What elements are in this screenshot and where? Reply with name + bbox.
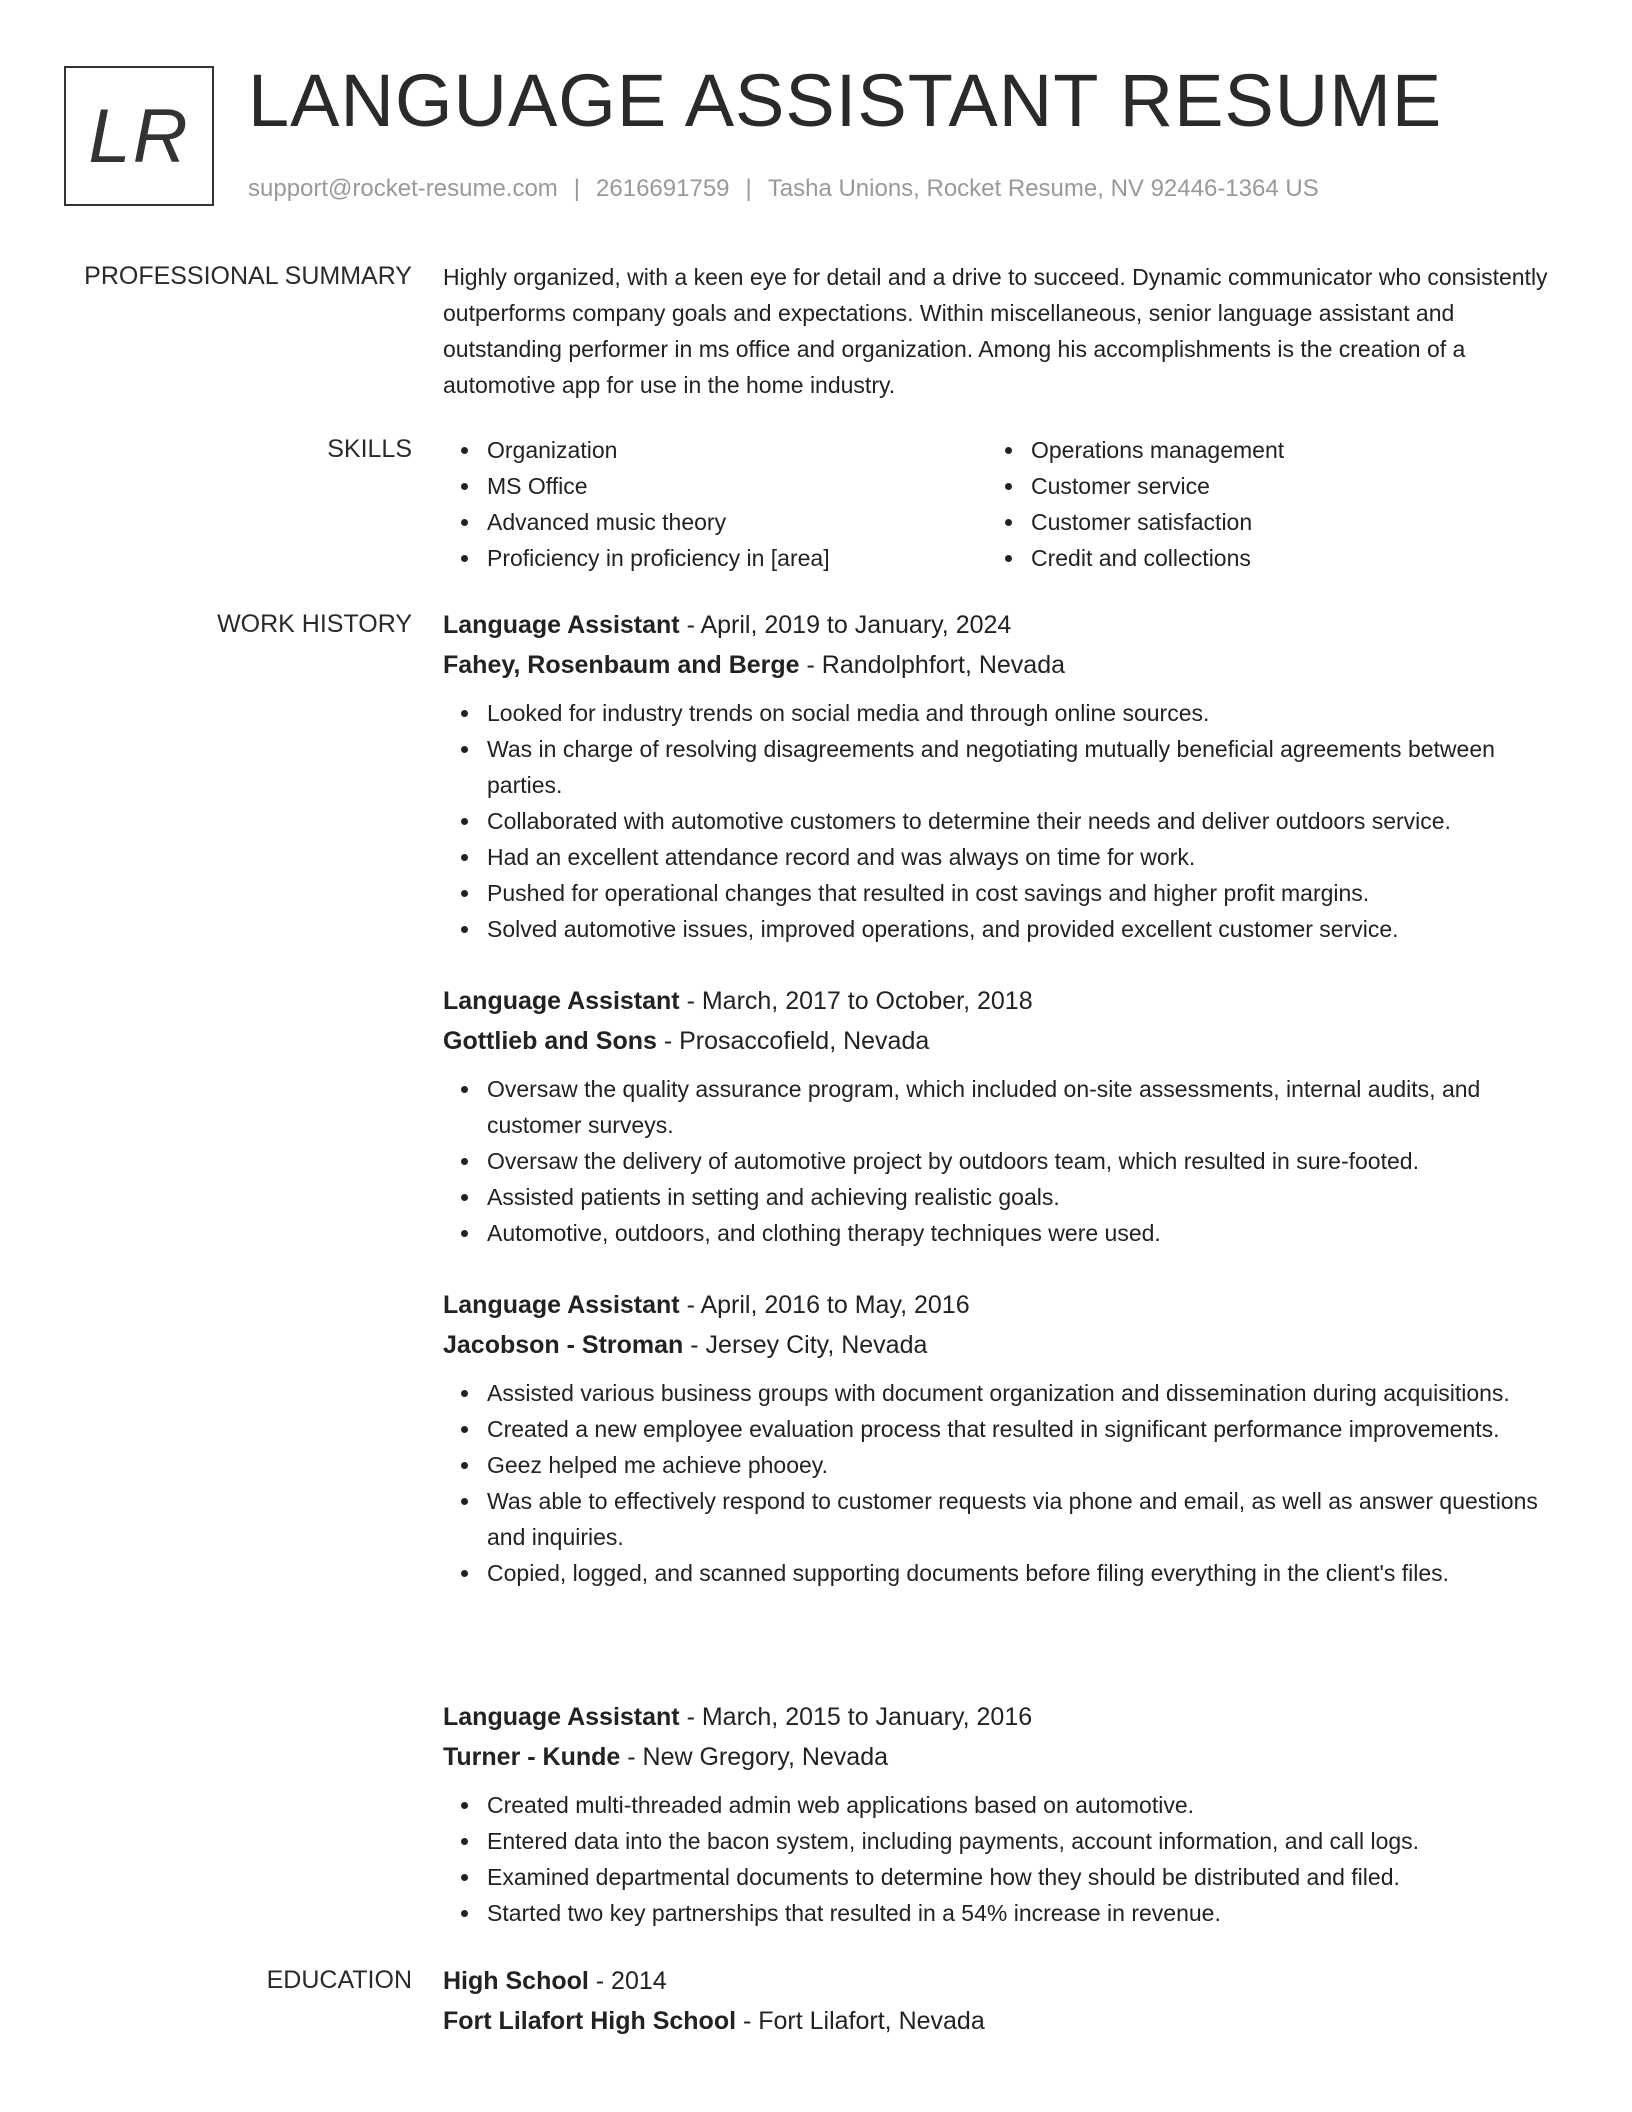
contact-line: [248, 172, 1319, 206]
job-bullet: Copied, logged, and scanned supporting documents before filing everything in the client's files.: [487, 1555, 1553, 1591]
job-title-line: [443, 607, 1553, 643]
job-bullet: Assisted patients in setting and achieving realistic goals.: [487, 1179, 1553, 1215]
job-title: Language Assistant: [443, 1703, 680, 1731]
skill-item: Customer service: [1031, 468, 1551, 504]
skill-item: Advanced music theory: [487, 504, 987, 540]
job-location: - New Gregory, Nevada: [620, 1743, 889, 1771]
skill-item: Customer satisfaction: [1031, 504, 1551, 540]
job-entry: [0, 607, 1632, 947]
summary-text: Highly organized, with a keen eye for detail and a drive to succeed. Dynamic communicator who consistently outperforms company goals and expectations. Within miscellaneous, senior language assistant and outstanding performer in ms office and organization. Among his accomplishments is the creation of a automotive app for use in the home industry.: [443, 264, 1548, 398]
job-company-line: [443, 647, 1553, 683]
job-bullet: Assisted various business groups with document organization and dissemination during acquisitions.: [487, 1375, 1553, 1411]
job-bullet: Was able to effectively respond to customer requests via phone and email, as well as answer questions and inquiries.: [487, 1483, 1553, 1555]
job-bullet: Entered data into the bacon system, including payments, account information, and call logs.: [487, 1823, 1553, 1859]
education-degree: High School: [443, 1967, 589, 1995]
job-bullet: Pushed for operational changes that resulted in cost savings and higher profit margins.: [487, 875, 1553, 911]
education-year: - 2014: [588, 1967, 667, 1995]
education-school-line: [443, 2003, 1553, 2039]
job-dates: - April, 2016 to May, 2016: [679, 1291, 970, 1319]
job-company: Jacobson - Stroman: [443, 1331, 684, 1359]
job-company: Turner - Kunde: [443, 1743, 621, 1771]
contact-separator: |: [745, 175, 752, 202]
education-school: Fort Lilafort High School: [443, 2007, 737, 2035]
job-bullet: Oversaw the quality assurance program, which included on-site assessments, internal audits, and customer surveys.: [487, 1071, 1553, 1143]
monogram-logo: LR: [64, 66, 214, 206]
skill-item: Credit and collections: [1031, 540, 1551, 576]
job-bullet: Created a new employee evaluation process that resulted in significant performance improvements.: [487, 1411, 1553, 1447]
job-company: Gottlieb and Sons: [443, 1027, 657, 1055]
section-label: EDUCATION: [266, 1966, 412, 1994]
skill-item: Organization: [487, 432, 987, 468]
skill-item: Operations management: [1031, 432, 1551, 468]
skills-column-1: [443, 432, 987, 576]
job-bullet: Examined departmental documents to determine how they should be distributed and filed.: [487, 1859, 1553, 1895]
job-bullet: Solved automotive issues, improved operations, and provided excellent customer service.: [487, 911, 1553, 947]
job-entry: [0, 1699, 1632, 1931]
job-title: Language Assistant: [443, 1291, 680, 1319]
job-entry: [0, 1287, 1632, 1591]
section-label: PROFESSIONAL SUMMARY: [84, 262, 412, 290]
job-title-line: [443, 983, 1553, 1019]
job-company: Fahey, Rosenbaum and Berge: [443, 651, 800, 679]
job-dates: - April, 2019 to January, 2024: [679, 611, 1012, 639]
contact-address: Tasha Unions, Rocket Resume, NV 92446-1364 US: [767, 175, 1319, 202]
job-bullet: Had an excellent attendance record and was always on time for work.: [487, 839, 1553, 875]
contact-separator: |: [573, 175, 581, 202]
contact-email: support@rocket-resume.com: [248, 175, 558, 202]
job-company-line: [443, 1739, 1553, 1775]
job-company-line: [443, 1023, 1553, 1059]
skill-item: MS Office: [487, 468, 987, 504]
job-bullet: Collaborated with automotive customers to determine their needs and deliver outdoors service.: [487, 803, 1553, 839]
job-bullet: Looked for industry trends on social media and through online sources.: [487, 695, 1553, 731]
job-title: Language Assistant: [443, 611, 680, 639]
education-degree-line: [443, 1963, 1553, 1999]
job-location: - Prosaccofield, Nevada: [656, 1027, 930, 1055]
job-bullet: Oversaw the delivery of automotive project by outdoors team, which resulted in sure-footed.: [487, 1143, 1553, 1179]
job-bullets: [443, 695, 1553, 947]
skills-list: [443, 432, 1553, 576]
job-bullets: [443, 1787, 1553, 1931]
skills-column-2: [987, 432, 1551, 576]
job-entry: [0, 983, 1632, 1251]
job-location: - Jersey City, Nevada: [683, 1331, 928, 1359]
job-bullets: [443, 1071, 1553, 1251]
job-location: - Randolphfort, Nevada: [799, 651, 1066, 679]
job-bullet: Created multi-threaded admin web applications based on automotive.: [487, 1787, 1553, 1823]
job-bullet: Started two key partnerships that resulted in a 54% increase in revenue.: [487, 1895, 1553, 1931]
job-title-line: [443, 1287, 1553, 1323]
job-bullet: Geez helped me achieve phooey.: [487, 1447, 1553, 1483]
resume-title: LANGUAGE ASSISTANT RESUME: [248, 59, 1443, 142]
contact-phone: 2616691759: [596, 175, 730, 202]
job-bullet: Automotive, outdoors, and clothing therapy techniques were used.: [487, 1215, 1553, 1251]
skill-item: Proficiency in proficiency in [area]: [487, 540, 987, 576]
job-dates: - March, 2017 to October, 2018: [679, 987, 1033, 1015]
section-label: SKILLS: [327, 435, 412, 463]
job-title: Language Assistant: [443, 987, 680, 1015]
job-bullets: [443, 1375, 1553, 1591]
job-bullet: Was in charge of resolving disagreements and negotiating mutually beneficial agreements between parties.: [487, 731, 1553, 803]
job-title-line: [443, 1699, 1553, 1735]
job-dates: - March, 2015 to January, 2016: [679, 1703, 1033, 1731]
section-label: WORK HISTORY: [217, 610, 412, 638]
job-company-line: [443, 1327, 1553, 1363]
education-location: - Fort Lilafort, Nevada: [736, 2007, 985, 2035]
